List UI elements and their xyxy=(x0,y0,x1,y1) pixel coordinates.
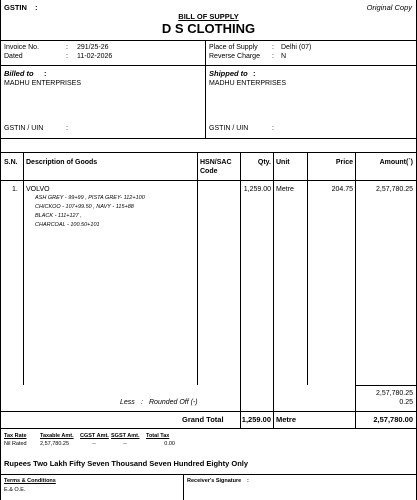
less-label: Less xyxy=(120,399,135,406)
item-detail: ASH GREY - 99+99 , PISTA GREY- 112+100 xyxy=(35,195,145,201)
reverse-charge-label: Reverse Charge xyxy=(209,53,260,60)
billed-gstin-colon: : xyxy=(66,125,68,132)
header-amount: Amount(`) xyxy=(379,159,413,166)
item-amount: 2,57,780.25 xyxy=(376,186,413,193)
shipped-gstin-label: GSTIN / UIN xyxy=(209,125,249,132)
gstin-label: GSTIN xyxy=(4,3,27,12)
tax-header-total: Total Tax xyxy=(146,433,170,439)
tax-header-cgst: CGST Amt. xyxy=(80,433,109,439)
rounded-off-label: Rounded Off (-) xyxy=(149,399,198,406)
rounded-off-amount: 0.25 xyxy=(399,399,413,406)
subtotal-amount: 2,57,780.25 xyxy=(376,390,413,397)
receiver-signature-label: Receiver's Signature xyxy=(187,478,242,484)
billed-to-name: MADHU ENTERPRISES xyxy=(4,80,82,87)
reverse-charge: N xyxy=(281,53,287,60)
grand-total-qty: 1,259.00 xyxy=(241,415,271,424)
shipped-to-label: Shipped to xyxy=(209,69,248,78)
amount-in-words: Rupees Two Lakh Fifty Seven Thousand Seven Hundred Eighty Only xyxy=(4,459,249,468)
tax-sgst: -- xyxy=(123,441,127,447)
grand-total-unit: Metre xyxy=(276,415,297,424)
place-of-supply-colon: : xyxy=(272,44,274,51)
document-title: BILL OF SUPPLY xyxy=(178,12,239,21)
invoice-no: 291/25-26 xyxy=(77,44,109,51)
terms-label: Terms & Conditions xyxy=(4,478,56,484)
grand-total-amount: 2,57,780.00 xyxy=(373,415,413,424)
shipped-gstin-colon: : xyxy=(272,125,274,132)
header-unit: Unit xyxy=(276,159,290,166)
tax-header-sgst: SGST Amt. xyxy=(111,433,140,439)
shipped-to-name: MADHU ENTERPRISES xyxy=(209,80,287,87)
tax-header-rate: Tax Rate xyxy=(4,433,27,439)
item-sn: 1. xyxy=(12,186,18,193)
less-colon: : xyxy=(141,399,143,406)
eoe-text: E.& O.E. xyxy=(4,487,26,493)
tax-taxable: 2,57,780.25 xyxy=(40,441,70,447)
tax-total: 0.00 xyxy=(164,441,175,447)
item-detail: BLACK - 111+127 , xyxy=(35,213,82,219)
gstin-colon: : xyxy=(35,3,38,12)
grand-total-label: Grand Total xyxy=(182,415,224,424)
item-unit: Metre xyxy=(276,186,294,193)
billed-gstin-label: GSTIN / UIN xyxy=(4,125,44,132)
header-hsn: HSN/SAC xyxy=(200,159,232,166)
header-qty: Qty. xyxy=(257,159,271,166)
place-of-supply-label: Place of Supply xyxy=(209,44,258,51)
receiver-signature-colon: : xyxy=(247,478,249,484)
item-name: VOLVO xyxy=(26,186,50,193)
dated-colon: : xyxy=(66,53,68,60)
tax-header-taxable: Taxable Amt. xyxy=(40,433,74,439)
place-of-supply: Delhi (07) xyxy=(281,44,312,51)
shipped-to-colon: : xyxy=(253,69,256,78)
invoice-no-colon: : xyxy=(66,44,68,51)
dated-label: Dated xyxy=(4,53,23,60)
item-price: 204.75 xyxy=(331,186,353,193)
copy-type: Original Copy xyxy=(366,3,412,12)
tax-rate: Nil Rated xyxy=(4,441,27,447)
item-detail: CHARCOAL - 100.50+101 xyxy=(35,222,100,228)
billed-to-label: Billed to xyxy=(4,69,34,78)
item-qty: 1,259.00 xyxy=(243,186,271,193)
invoice-no-label: Invoice No. xyxy=(4,44,40,51)
tax-cgst: -- xyxy=(92,441,96,447)
billed-to-colon: : xyxy=(44,69,47,78)
invoice-date: 11-02-2026 xyxy=(77,53,113,60)
header-sn: S.N. xyxy=(4,159,18,166)
item-detail: CHICKOO - 107+99.50 , NAVY - 115+88 xyxy=(35,204,134,210)
reverse-charge-colon: : xyxy=(272,53,274,60)
header-price: Price xyxy=(335,159,353,166)
header-hsn-code: Code xyxy=(200,168,218,175)
header-description: Description of Goods xyxy=(26,159,98,166)
company-name: D S CLOTHING xyxy=(161,21,256,36)
